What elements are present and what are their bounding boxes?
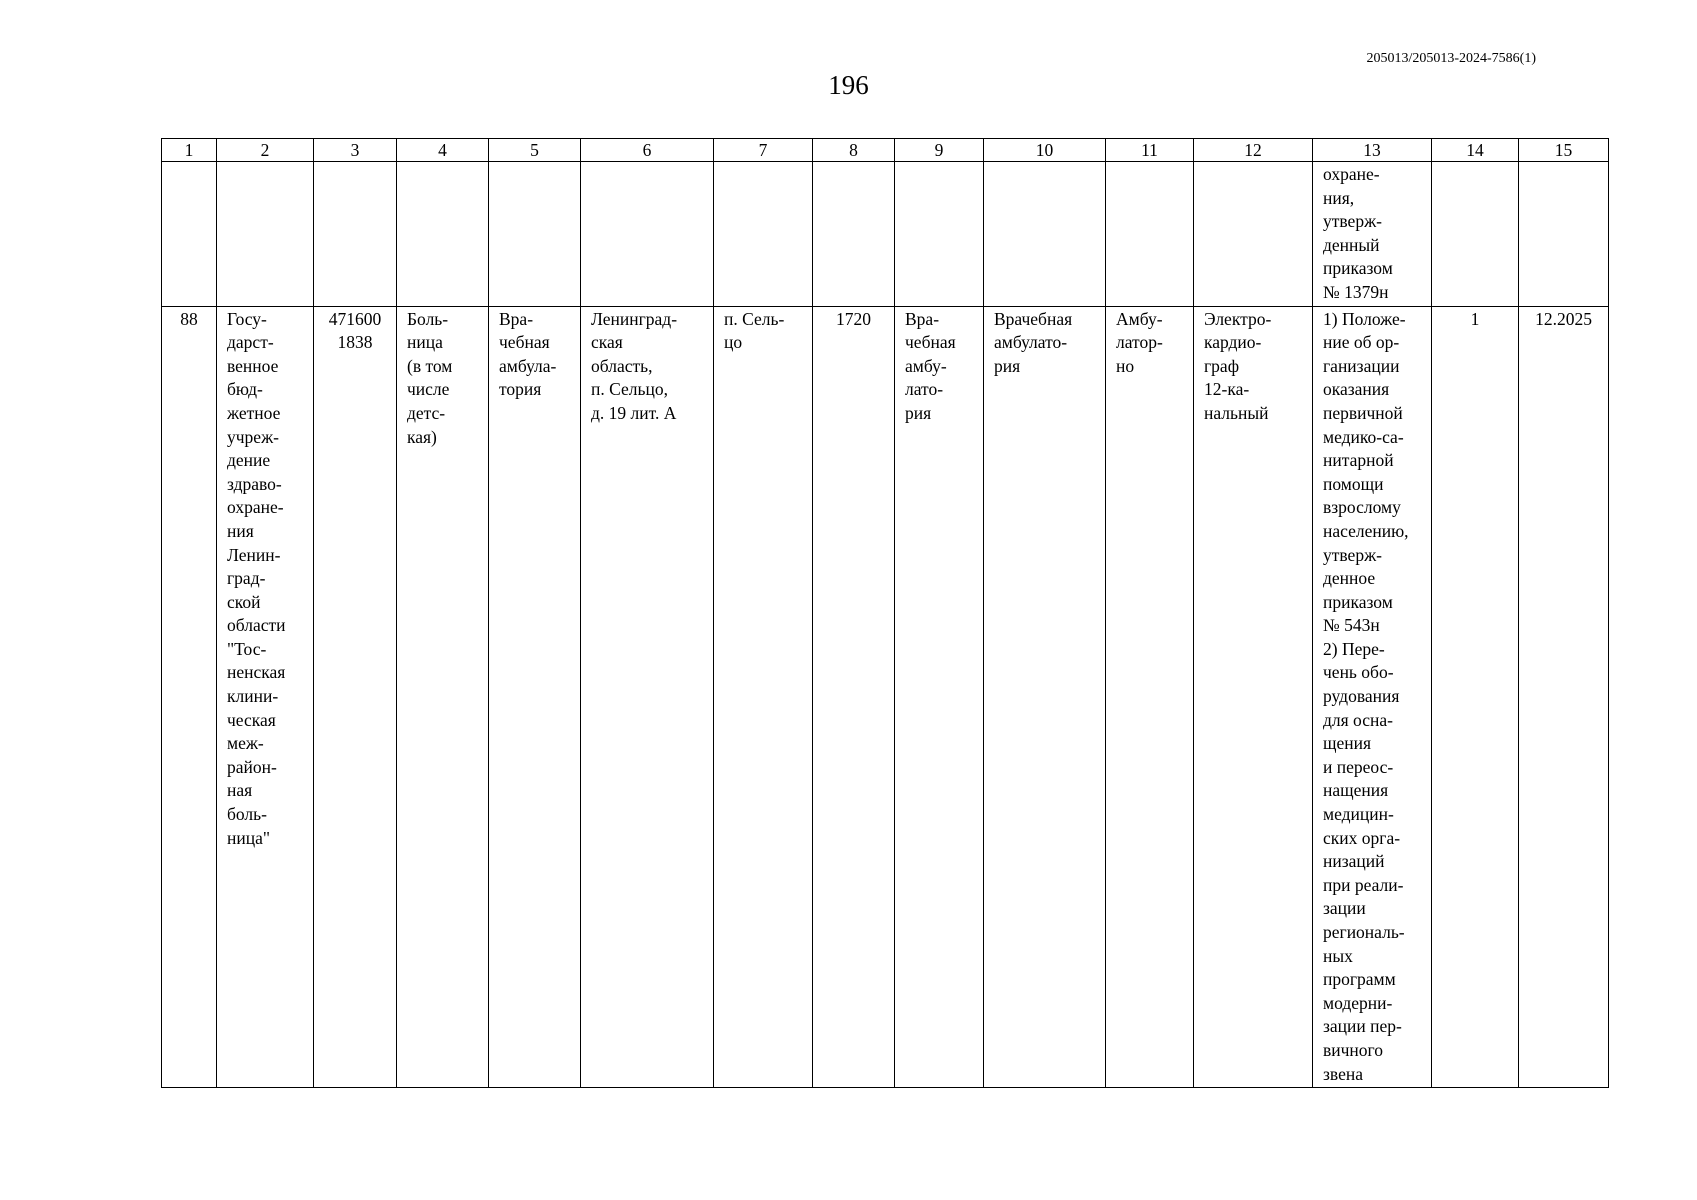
column-number: 9 bbox=[895, 139, 984, 162]
column-number: 13 bbox=[1313, 139, 1432, 162]
empty-cell bbox=[1432, 162, 1519, 307]
empty-cell bbox=[397, 162, 489, 307]
empty-cell bbox=[314, 162, 397, 307]
organization-code: 471600 1838 bbox=[314, 306, 397, 1088]
empty-cell bbox=[813, 162, 895, 307]
care-conditions: Амбу- латор- но bbox=[1106, 306, 1194, 1088]
equipment-name: Электро- кардио- граф 12-ка- нальный bbox=[1194, 306, 1313, 1088]
empty-cell bbox=[1194, 162, 1313, 307]
column-number: 4 bbox=[397, 139, 489, 162]
column-number: 5 bbox=[489, 139, 581, 162]
population: 1720 bbox=[813, 306, 895, 1088]
delivery-date: 12.2025 bbox=[1519, 306, 1609, 1088]
empty-cell bbox=[984, 162, 1106, 307]
table-row bbox=[162, 306, 1609, 1088]
column-number: 8 bbox=[813, 139, 895, 162]
empty-cell bbox=[714, 162, 813, 307]
continuation-row bbox=[162, 162, 1609, 307]
data-table bbox=[161, 138, 1609, 1088]
column-number: 2 bbox=[217, 139, 314, 162]
department: Врачебная амбулато- рия bbox=[984, 306, 1106, 1088]
empty-cell bbox=[217, 162, 314, 307]
unit-kind: Вра- чебная амбу- лато- рия bbox=[895, 306, 984, 1088]
column-number: 1 bbox=[162, 139, 217, 162]
column-number: 3 bbox=[314, 139, 397, 162]
legal-basis-continuation: охране- ния, утверж- денный приказом № 1379н bbox=[1313, 162, 1432, 307]
empty-cell bbox=[581, 162, 714, 307]
address: Ленинград- ская область, п. Сельцо, д. 19 лит. А bbox=[581, 306, 714, 1088]
settlement: п. Сель- цо bbox=[714, 306, 813, 1088]
column-number: 14 bbox=[1432, 139, 1519, 162]
column-number-row bbox=[162, 139, 1609, 162]
empty-cell bbox=[489, 162, 581, 307]
column-number: 10 bbox=[984, 139, 1106, 162]
empty-cell bbox=[1106, 162, 1194, 307]
column-number: 6 bbox=[581, 139, 714, 162]
unit-type: Вра- чебная амбула- тория bbox=[489, 306, 581, 1088]
document-code: 205013/205013-2024-7586(1) bbox=[1366, 51, 1536, 66]
legal-basis: 1) Положе- ние об ор- ганизации оказания первичной медико-са- нитарной помощи взрослому населению, утверж- денное приказом № 543н 2) Пере- чень обо- рудования для осна- щения и переос- нащения медицин- ских орга- низаций при реали- зации региональ- ных программ модерни- зации пер- вичного звена bbox=[1313, 306, 1432, 1088]
page-number: 196 bbox=[828, 70, 869, 100]
column-number: 7 bbox=[714, 139, 813, 162]
column-number: 15 bbox=[1519, 139, 1609, 162]
organization-name: Госу- дарст- венное бюд- жетное учреж- дение здраво- охране- ния Ленин- град- ской области "Тос- ненская клини- ческая меж- район- ная боль- ница" bbox=[217, 306, 314, 1088]
row-number: 88 bbox=[162, 306, 217, 1088]
empty-cell bbox=[895, 162, 984, 307]
empty-cell bbox=[1519, 162, 1609, 307]
empty-cell bbox=[162, 162, 217, 307]
column-number: 12 bbox=[1194, 139, 1313, 162]
quantity: 1 bbox=[1432, 306, 1519, 1088]
column-number: 11 bbox=[1106, 139, 1194, 162]
organization-type: Боль- ница (в том числе детс- кая) bbox=[397, 306, 489, 1088]
